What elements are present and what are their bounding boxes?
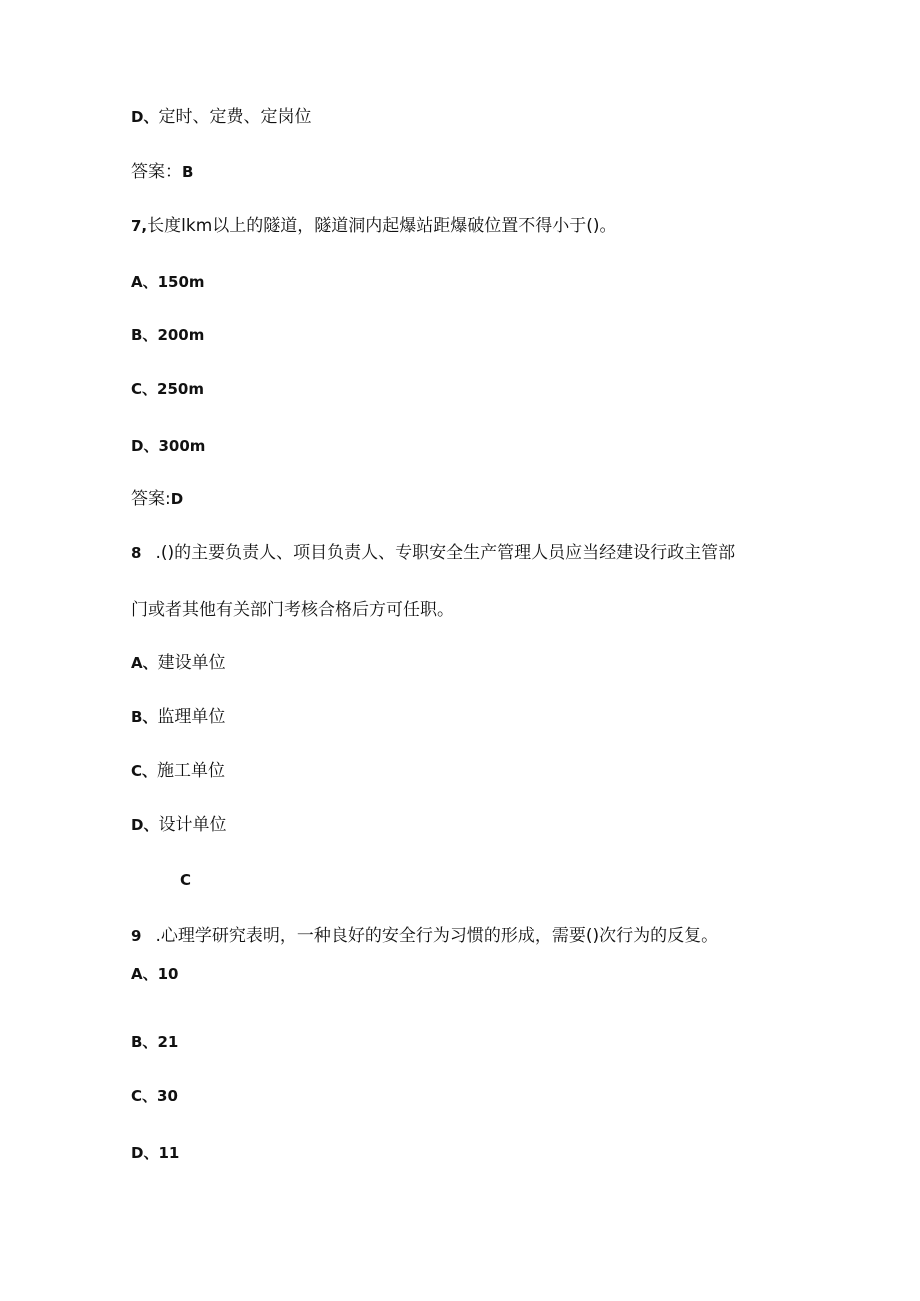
option-text: 监理单位 — [157, 707, 226, 727]
q8-option-b — [131, 706, 225, 728]
question-text: .心理学研究表明，一种良好的安全行为习惯的形成，需要()次行为的反复。 — [155, 926, 719, 946]
option-letter: C、 — [131, 1087, 158, 1105]
q9-option-c — [131, 1085, 178, 1107]
option-text: 250m — [157, 380, 204, 398]
q9-option-d — [131, 1142, 179, 1164]
option-text: 30 — [157, 1087, 178, 1105]
answer-value: B — [182, 163, 194, 181]
q9-option-a — [131, 963, 178, 985]
option-letter: A、 — [131, 654, 158, 672]
option-text: 建设单位 — [157, 653, 226, 673]
option-letter: D、 — [131, 1144, 159, 1162]
question-number: 9 — [131, 927, 142, 945]
q7-option-b — [131, 324, 204, 346]
question-text: .()的主要负责人、项目负责人、专职安全生产管理人员应当经建设行政主管部 — [155, 543, 736, 563]
answer-value: C — [180, 871, 192, 889]
question-number: 7, — [131, 217, 148, 235]
q7-option-c — [131, 378, 204, 400]
q8-answer — [180, 869, 191, 891]
answer-label: 答案： — [131, 162, 182, 182]
question-text: 长度lkm以上的隧道，隧道洞内起爆站距爆破位置不得小于()。 — [147, 216, 617, 236]
option-letter: B、 — [131, 326, 158, 344]
option-text: 定时、定费、定岗位 — [158, 107, 312, 127]
option-letter: C、 — [131, 380, 158, 398]
option-text: 11 — [158, 1144, 180, 1162]
answer-label: 答案: — [131, 489, 171, 509]
option-text: 200m — [157, 326, 205, 344]
q8-stem-line2 — [131, 599, 454, 621]
option-text: 150m — [157, 273, 205, 291]
option-text: 施工单位 — [157, 761, 226, 781]
option-text: 10 — [157, 965, 179, 983]
option-letter: D、 — [131, 437, 159, 455]
q7-stem — [131, 215, 617, 237]
option-letter: B、 — [131, 1033, 158, 1051]
q8-option-c — [131, 760, 225, 782]
q7-answer — [131, 488, 183, 510]
option-text: 21 — [157, 1033, 179, 1051]
option-text: 300m — [158, 437, 206, 455]
option-letter: C、 — [131, 762, 158, 780]
option-letter: A、 — [131, 273, 158, 291]
option-letter: D、 — [131, 108, 159, 126]
option-letter: B、 — [131, 708, 158, 726]
q6-answer — [131, 161, 193, 183]
q8-option-d — [131, 814, 226, 836]
q7-option-d — [131, 435, 205, 457]
q9-stem — [131, 925, 718, 947]
q6-option-d — [131, 106, 311, 128]
question-number: 8 — [131, 544, 142, 562]
option-text: 设计单位 — [158, 815, 227, 835]
question-text-continued: 门或者其他有关部门考核合格后方可任职。 — [131, 600, 454, 620]
q8-option-a — [131, 652, 226, 674]
answer-value: D — [170, 490, 184, 508]
q8-stem-line1 — [131, 542, 735, 564]
option-letter: D、 — [131, 816, 159, 834]
option-letter: A、 — [131, 965, 158, 983]
q7-option-a — [131, 271, 205, 293]
q9-option-b — [131, 1031, 178, 1053]
